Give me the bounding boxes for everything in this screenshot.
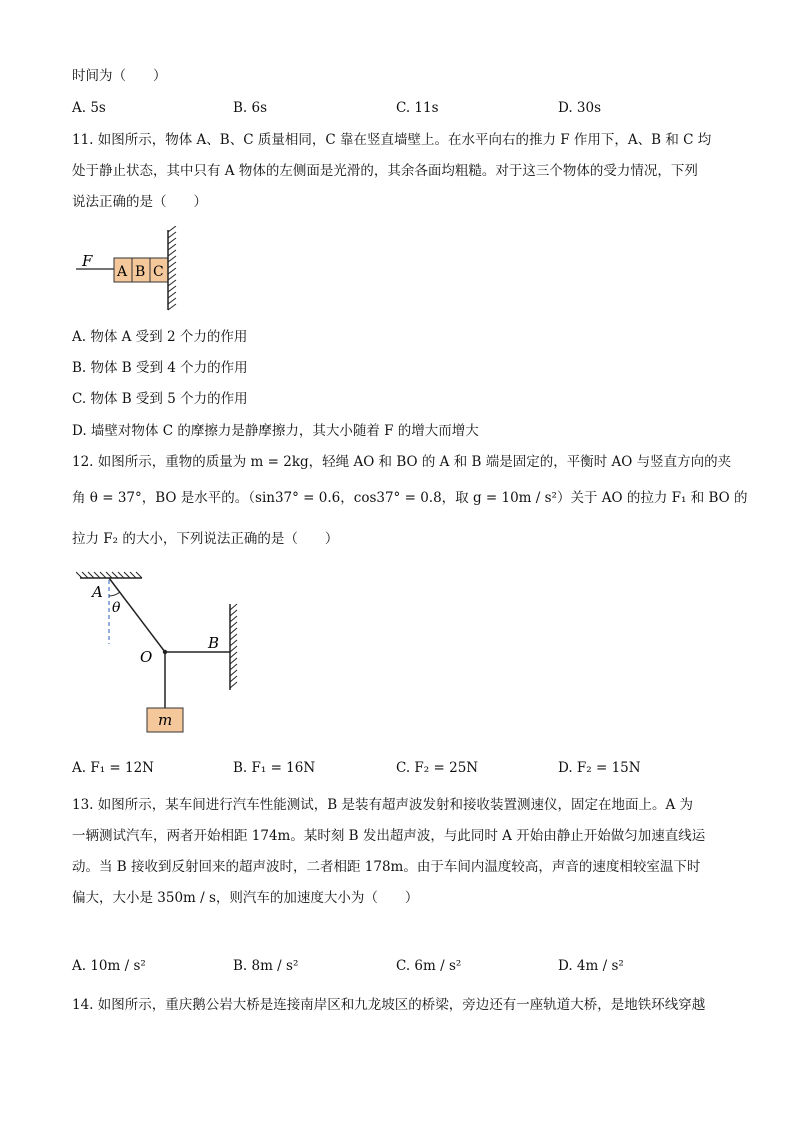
wall-hatch (230, 604, 237, 688)
q13-stem-line3: 动。当 B 接收到反射回来的超声波时，二者相距 178m。由于车间内温度较高，声音的速度相较室温下时 (72, 859, 701, 875)
q11-stem-line2: 处于静止状态，其中只有 A 物体的左侧面是光滑的，其余各面均粗糙。对于这三个物体的受力情况，下列 (72, 163, 698, 179)
q11-option-b: B. 物体 B 受到 4 个力的作用 (72, 360, 248, 376)
q12-option-a: A. F₁ = 12N (72, 760, 154, 776)
point-b-label: B (208, 634, 220, 652)
q10-option-c: C. 11s (396, 100, 439, 116)
wall-hatch (168, 226, 176, 310)
mass-label: m (158, 711, 173, 729)
q12-stem-line1: 12. 如图所示，重物的质量为 m = 2kg，轻绳 AO 和 BO 的 A 和 B 端是固定的，平衡时 AO 与竖直方向的夹 (72, 454, 732, 470)
q11-option-c: C. 物体 B 受到 5 个力的作用 (72, 391, 248, 407)
q10-option-b: B. 6s (233, 100, 268, 116)
q11-figure (70, 226, 190, 316)
q12-figure (76, 568, 246, 738)
q12-stem-line2: 角 θ = 37°，BO 是水平的。（sin37° = 0.6，cos37° = 0.8，取 g = 10m / s²）关于 AO 的拉力 F₁ 和 BO 的 (72, 490, 748, 506)
q13-option-a: A. 10m / s² (72, 958, 146, 974)
q14-stem-line1: 14. 如图所示，重庆鹅公岩大桥是连接南岸区和九龙坡区的桥梁，旁边还有一座轨道大桥，是地铁环线穿越 (72, 997, 706, 1013)
q12-stem-line3: 拉力 F₂ 的大小，下列说法正确的是（ ） (72, 531, 339, 547)
q13-option-b: B. 8m / s² (233, 958, 299, 974)
q11-option-d: D. 墙壁对物体 C 的摩擦力是静摩擦力，其大小随着 F 的增大而增大 (72, 423, 479, 439)
q10-option-d: D. 30s (558, 100, 602, 116)
q10-tail: 时间为（ ） (72, 68, 167, 84)
q11-stem-line3: 说法正确的是（ ） (72, 194, 207, 210)
block-a-label: A (117, 264, 128, 280)
q10-option-a: A. 5s (72, 100, 106, 116)
point-o-label: O (140, 648, 153, 666)
q11-stem-line1: 11. 如图所示，物体 A、B、C 质量相同，C 靠在竖直墙壁上。在水平向右的推力 F 作用下，A、B 和 C 均 (72, 132, 712, 148)
q13-stem-line4: 偏大，大小是 350m / s，则汽车的加速度大小为（ ） (72, 890, 419, 906)
theta-arc (109, 592, 120, 596)
force-label: F (82, 252, 93, 270)
q13-option-d: D. 4m / s² (558, 958, 624, 974)
point-a-label: A (92, 583, 103, 601)
q11-option-a: A. 物体 A 受到 2 个力的作用 (72, 329, 248, 345)
q13-stem-line1: 13. 如图所示，某车间进行汽车性能测试，B 是装有超声波发射和接收装置测速仪，固定在地面上。A 为 (72, 797, 694, 813)
q13-stem-line2: 一辆测试汽车，两者开始相距 174m。某时刻 B 发出超声波，与此同时 A 开始由静止开始做匀加速直线运 (72, 828, 706, 844)
block-c-label: C (153, 264, 164, 280)
q12-option-b: B. F₁ = 16N (233, 760, 316, 776)
block-b-label: B (135, 264, 146, 280)
q12-option-c: C. F₂ = 25N (396, 760, 479, 776)
ceiling-hatch (76, 572, 142, 578)
q12-option-d: D. F₂ = 15N (558, 760, 641, 776)
theta-label: θ (112, 600, 121, 616)
q13-option-c: C. 6m / s² (396, 958, 462, 974)
